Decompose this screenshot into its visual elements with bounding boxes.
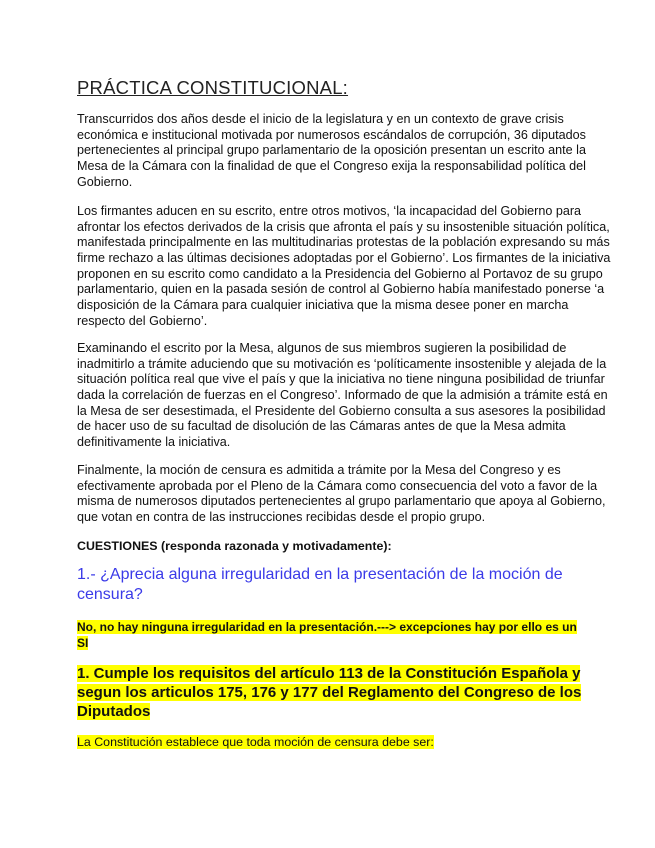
text-line: misma de numerosos diputados pertenecientes al grupo parlamentario que apoya al Gobierno, — [77, 494, 606, 509]
text-line: SI — [77, 636, 89, 650]
question-1 — [77, 565, 563, 605]
paragraph-4 — [77, 463, 606, 526]
text-line: No, no hay ninguna irregularidad en la presentación.---> excepciones hay por ello es un — [77, 620, 577, 634]
requirements-heading — [77, 664, 581, 721]
paragraph-2 — [77, 204, 610, 330]
text-line: segun los articulos 175, 176 y 177 del Reglamento del Congreso de los — [77, 684, 582, 701]
document-title: PRÁCTICA CONSTITUCIONAL: — [77, 77, 349, 98]
answer-1 — [77, 619, 577, 651]
questions-heading: CUESTIONES (responda razonada y motivadamente): — [77, 539, 392, 553]
text-line: afrontar los efectos derivados de la crisis que afronta el país y su insostenible situación política, — [77, 219, 610, 234]
text-line: Finalmente, la moción de censura es admitida a trámite por la Mesa del Congreso y es — [77, 463, 561, 477]
text-line: dada la correlación de fuerzas en el Congreso’. Informado de que la admisión a trámite está en — [77, 388, 608, 403]
text-line: definitivamente la iniciativa. — [77, 435, 231, 450]
paragraph-3 — [77, 341, 608, 451]
text-line: que votan en contra de las instrucciones recibidas desde el propio grupo. — [77, 510, 486, 525]
text-line: Transcurridos dos años desde el inicio de la legislatura y en un contexto de grave crisis — [77, 112, 564, 126]
text-line: efectivamente aprobada por el Pleno de la Cámara como consecuencia del voto a favor de la — [77, 478, 598, 493]
text-line: inadmitirlo a trámite aduciendo que su motivación es ‘políticamente insostenible y alejada de la — [77, 356, 607, 371]
text-line: Examinando el escrito por la Mesa, algunos de sus miembros sugieren la posibilidad de — [77, 341, 567, 355]
text-line: de hacer uso de su facultad de disolución de las Cámaras antes de que la Mesa admita — [77, 419, 566, 434]
text-line: respecto del Gobierno’. — [77, 313, 208, 328]
text-line: económica e institucional motivada por numerosos escándalos de corrupción, 36 diputados — [77, 127, 586, 142]
text-line: Gobierno. — [77, 174, 133, 189]
text-line: situación política real que vive el país y que la iniciativa no tiene ninguna posibilidad de triunfar — [77, 372, 605, 387]
text-line: manifestada principalmente en las multitudinarias protestas de la población expresando su más — [77, 235, 610, 250]
constitution-statement: La Constitución establece que toda moción de censura debe ser: — [77, 735, 434, 749]
text-line: Los firmantes aducen en su escrito, entre otros motivos, ‘la incapacidad del Gobierno para — [77, 204, 582, 218]
text-line: parlamentario, quien en la pasada sesión de control al Gobierno había manifestado ponerse ‘a — [77, 282, 605, 297]
text-line: pertenecientes al principal grupo parlamentario de la oposición presentan un escrito ante la — [77, 143, 586, 158]
text-line: 1. Cumple los requisitos del artículo 113 de la Constitución Española y — [77, 665, 581, 682]
text-line: Diputados — [77, 703, 151, 720]
text-line: Mesa de la Cámara con la finalidad de que el Congreso exija la responsabilidad política del — [77, 159, 586, 174]
text-line: disposición de la Cámara para cualquier iniciativa que la misma desee poner en marcha — [77, 298, 569, 313]
text-line: 1.- ¿Aprecia alguna irregularidad en la presentación de la moción de — [77, 566, 563, 583]
text-line: proponen en su escrito como candidato a la Presidencia del Gobierno al Portavoz de su grupo — [77, 266, 603, 281]
text-line: firme rechazo a las últimas decisiones adoptadas por el Gobierno’. Los firmantes de la iniciativa — [77, 251, 611, 266]
text-line: censura? — [77, 586, 143, 603]
paragraph-1 — [77, 112, 586, 190]
text-line: la Mesa de ser desestimada, el Presidente del Gobierno consulta a sus asesores la posibilidad — [77, 403, 606, 418]
